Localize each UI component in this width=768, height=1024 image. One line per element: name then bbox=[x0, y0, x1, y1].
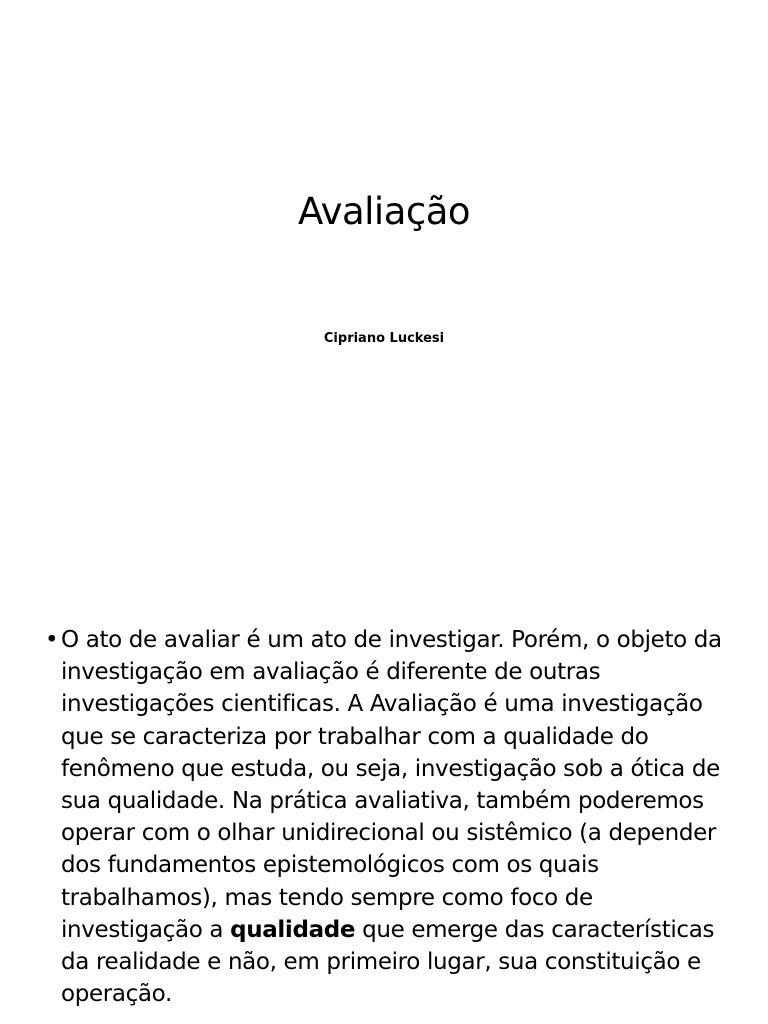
body-text-after-bold: que emerge das características da realidade e não, em primeiro lugar, sua constituição e operação. bbox=[61, 916, 715, 1008]
body-text-bold-word: qualidade bbox=[230, 916, 356, 943]
bullet-icon: • bbox=[45, 627, 59, 653]
slide-subtitle-author: Cipriano Luckesi bbox=[323, 331, 445, 346]
body-text bbox=[61, 624, 725, 1010]
body-text-before-bold: O ato de avaliar é um ato de investigar. Porém, o objeto da investigação em avaliação é diferente de outras investigações cientificas. A Avaliação é uma investigação que se caracteriza por trabalhar com a qualidade do fenômeno que estuda, ou seja, investigação sob a ótica de sua qualidade. Na prática avaliativa, também poderemos operar com o olhar unidirecional ou sistêmico (a depender dos fundamentos epistemológicos com os quais trabalhamos), mas tendo sempre como foco de investigação a bbox=[61, 627, 722, 943]
slide-title: Avaliação bbox=[297, 190, 471, 233]
content-slide bbox=[0, 576, 768, 1024]
